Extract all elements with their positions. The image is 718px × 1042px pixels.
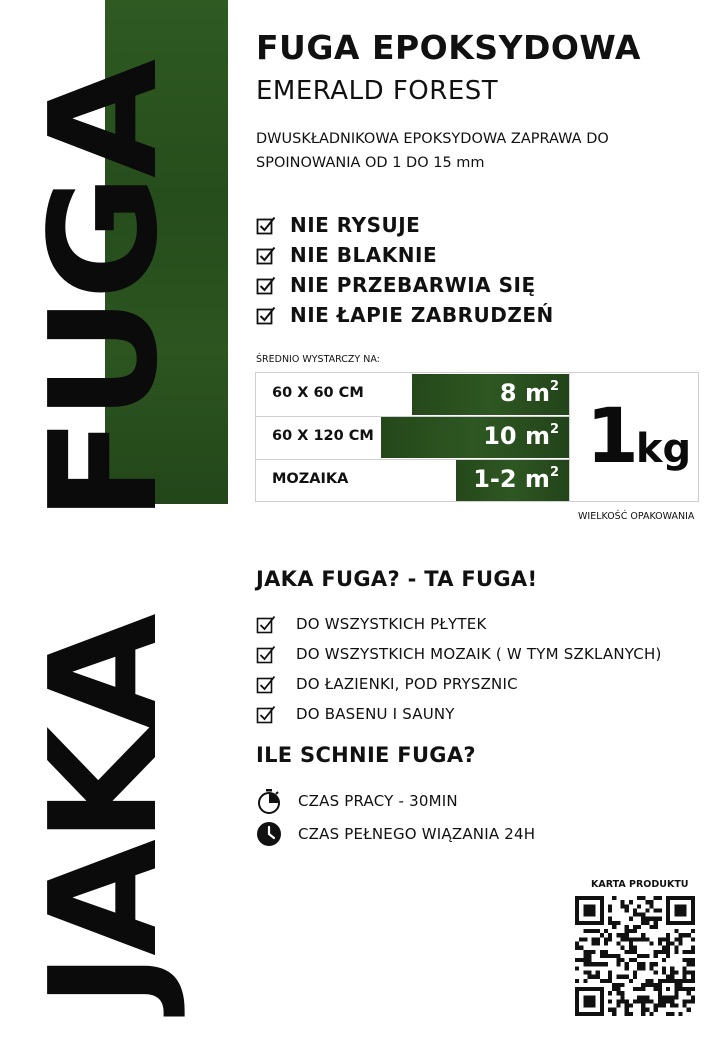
feature-item — [256, 210, 554, 240]
checkbox-icon — [256, 644, 276, 664]
drying-item — [256, 784, 535, 817]
product-color-name: EMERALD FOREST — [256, 76, 499, 106]
drying-heading: ILE SCHNIE FUGA? — [256, 743, 476, 767]
package-unit: kg — [635, 426, 692, 472]
package-amount: 1 — [586, 391, 636, 480]
drying-item — [256, 817, 535, 850]
list-item — [256, 609, 662, 639]
package-caption: WIELKOŚĆ OPAKOWANIA — [578, 511, 695, 522]
list-item-label: DO WSZYSTKICH PŁYTEK — [296, 615, 487, 633]
column-divider — [569, 373, 570, 501]
coverage-value: 10 $m^2$ — [483, 422, 559, 450]
feature-label: NIE RYSUJE — [290, 213, 421, 237]
list-item — [256, 639, 662, 669]
coverage-table — [255, 372, 699, 502]
feature-label: NIE PRZEBARWIA SIĘ — [290, 273, 536, 297]
checkbox-icon — [256, 245, 276, 265]
coverage-bar — [456, 460, 569, 501]
drying-label: CZAS PRACY - 30MIN — [298, 791, 458, 810]
drying-label: CZAS PEŁNEGO WIĄZANIA 24H — [298, 824, 536, 843]
uses-list — [256, 609, 662, 729]
clock-icon — [256, 821, 282, 847]
feature-list — [256, 210, 554, 330]
coverage-caption: ŚREDNIO WYSTARCZY NA: — [256, 354, 380, 365]
vertical-text-fuga: FUGA — [18, 63, 190, 522]
stopwatch-icon — [256, 788, 282, 814]
checkbox-icon — [256, 305, 276, 325]
checkbox-icon — [256, 614, 276, 634]
coverage-bar — [381, 417, 569, 458]
coverage-value: 8 $m^2$ — [499, 379, 559, 407]
feature-item — [256, 240, 554, 270]
drying-list — [256, 784, 535, 850]
list-item-label: DO WSZYSTKICH MOZAIK ( W TYM SZKLANYCH) — [296, 645, 662, 663]
package-size — [586, 391, 691, 480]
qr-caption: KARTA PRODUKTU — [591, 879, 689, 890]
product-description: DWUSKŁADNIKOWA EPOKSYDOWA ZAPRAWA DO SPOINOWANIA OD 1 DO 15 mm — [256, 131, 609, 171]
coverage-row-label: 60 X 60 CM — [272, 385, 364, 401]
checkbox-icon — [256, 674, 276, 694]
checkbox-icon — [256, 275, 276, 295]
checkbox-icon — [256, 704, 276, 724]
coverage-row — [256, 373, 569, 416]
list-item-label: DO BASENU I SAUNY — [296, 705, 455, 723]
coverage-row — [256, 459, 569, 502]
qr-code-icon[interactable] — [575, 896, 695, 1016]
feature-label: NIE BLAKNIE — [290, 243, 438, 267]
feature-item — [256, 270, 554, 300]
coverage-row-label: MOZAIKA — [272, 471, 349, 487]
vertical-text-jaka: JAKA — [18, 617, 190, 1008]
feature-item — [256, 300, 554, 330]
feature-label: NIE ŁAPIE ZABRUDZEŃ — [290, 303, 554, 327]
coverage-bar — [412, 374, 569, 415]
list-item-label: DO ŁAZIENKI, POD PRYSZNIC — [296, 675, 518, 693]
checkbox-icon — [256, 215, 276, 235]
coverage-row-label: 60 X 120 CM — [272, 428, 374, 444]
list-item — [256, 669, 662, 699]
coverage-row — [256, 416, 569, 459]
product-title: FUGA EPOKSYDOWA — [256, 28, 641, 67]
list-item — [256, 699, 662, 729]
uses-heading: JAKA FUGA? - TA FUGA! — [256, 567, 538, 591]
coverage-value: 1-2 $m^2$ — [473, 465, 559, 493]
